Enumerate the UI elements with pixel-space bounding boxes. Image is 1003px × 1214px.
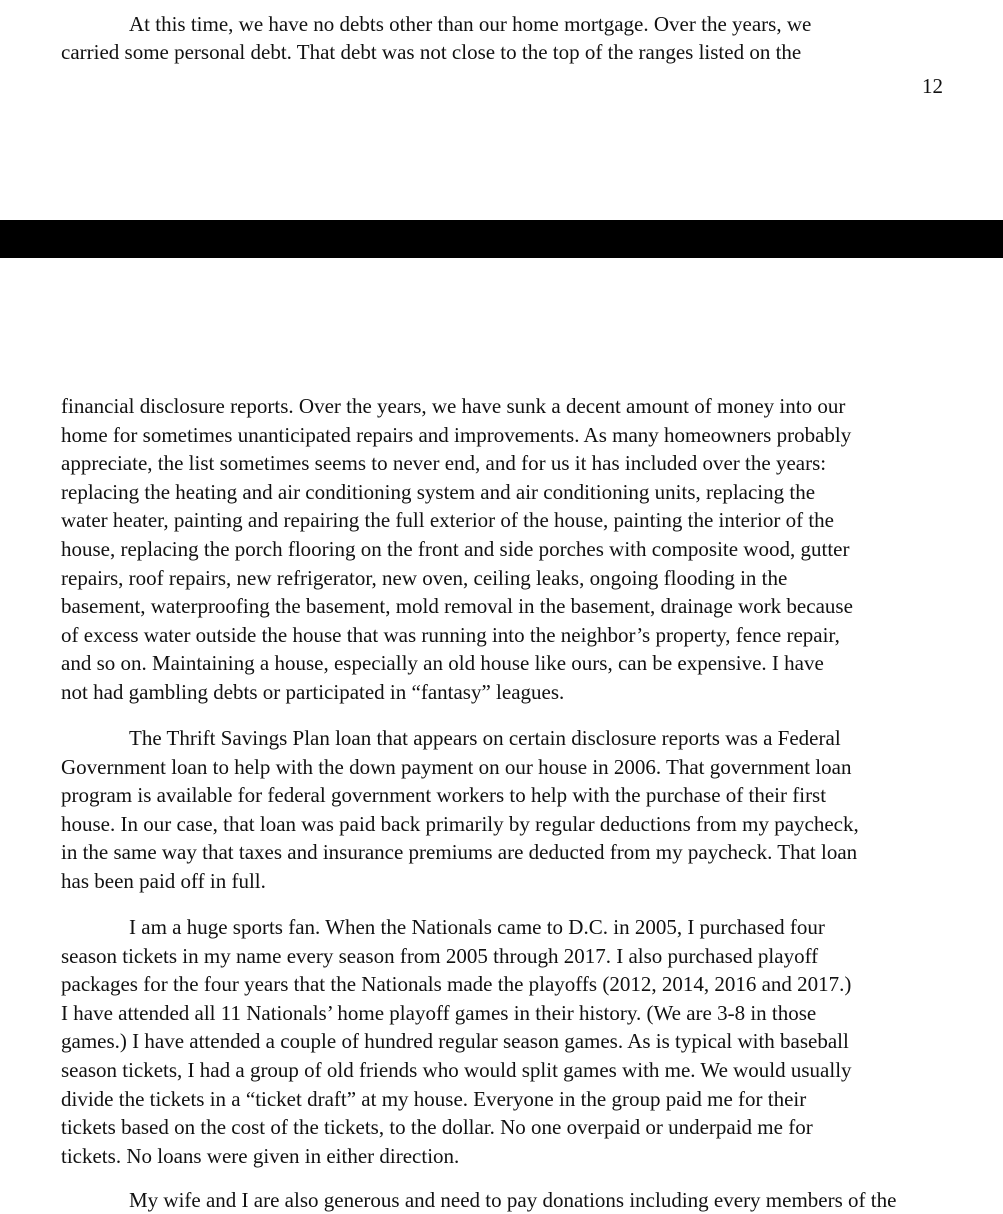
paragraph-home-repairs <box>61 392 951 707</box>
text-line: repairs, roof repairs, new refrigerator, new oven, ceiling leaks, ongoing flooding in the <box>61 565 788 590</box>
page-break-bar <box>0 220 1003 258</box>
text-line: water heater, painting and repairing the full exterior of the house, painting the interior of the <box>61 508 834 533</box>
text-line: games.) I have attended a couple of hundred regular season games. As is typical with baseball <box>61 1029 849 1054</box>
page-top-section <box>0 0 1003 220</box>
text-line: divide the tickets in a “ticket draft” at my house. Everyone in the group paid me for their <box>61 1086 807 1111</box>
text-line: and so on. Maintaining a house, especially an old house like ours, can be expensive. I have <box>61 651 824 676</box>
text-line: The Thrift Savings Plan loan that appears on certain disclosure reports was a Federal <box>129 726 841 750</box>
text-line: I have attended all 11 Nationals’ home playoff games in their history. (We are 3-8 in those <box>61 1000 817 1025</box>
text-line: appreciate, the list sometimes seems to never end, and for us it has included over the years: <box>61 451 827 476</box>
text-line: season tickets, I had a group of old friends who would split games with me. We would usually <box>61 1057 852 1082</box>
paragraph-sports-tickets <box>61 913 951 1170</box>
paragraph-tsp-loan <box>61 724 951 896</box>
text-line: tickets. No loans were given in either direction. <box>61 1143 460 1168</box>
text-line: of excess water outside the house that was running into the neighbor’s property, fence repair, <box>61 622 840 647</box>
text-line: replacing the heating and air conditioning system and air conditioning units, replacing the <box>61 479 816 504</box>
text-line: financial disclosure reports. Over the years, we have sunk a decent amount of money into our <box>61 394 846 418</box>
cut-off-text-line: My wife and I are also generous and need to pay donations including every members of the <box>129 1188 897 1212</box>
text-line: tickets based on the cost of the tickets, to the dollar. No one overpaid or underpaid me for <box>61 1115 813 1140</box>
text-line: Government loan to help with the down payment on our house in 2006. That government loan <box>61 754 852 779</box>
text-line: season tickets in my name every season from 2005 through 2017. I also purchased playoff <box>61 943 819 968</box>
page-number: 12 <box>922 74 943 98</box>
text-line: I am a huge sports fan. When the Nationals came to D.C. in 2005, I purchased four <box>129 915 825 939</box>
text-line: carried some personal debt. That debt was not close to the top of the ranges listed on the <box>61 40 802 64</box>
text-line: house, replacing the porch flooring on the front and side porches with composite wood, gutter <box>61 536 850 561</box>
text-line: not had gambling debts or participated in “fantasy” leagues. <box>61 679 565 704</box>
text-line: has been paid off in full. <box>61 868 266 893</box>
text-line: At this time, we have no debts other than our home mortgage. Over the years, we <box>129 12 812 36</box>
text-line: house. In our case, that loan was paid back primarily by regular deductions from my paycheck, <box>61 811 859 836</box>
text-line: basement, waterproofing the basement, mold removal in the basement, drainage work because <box>61 594 853 619</box>
text-line: program is available for federal government workers to help with the purchase of their first <box>61 783 827 808</box>
text-line: in the same way that taxes and insurance premiums are deducted from my paycheck. That loan <box>61 840 858 865</box>
text-line: home for sometimes unanticipated repairs and improvements. As many homeowners probably <box>61 422 852 447</box>
text-line: packages for the four years that the Nationals made the playoffs (2012, 2014, 2016 and 2017.) <box>61 972 852 997</box>
